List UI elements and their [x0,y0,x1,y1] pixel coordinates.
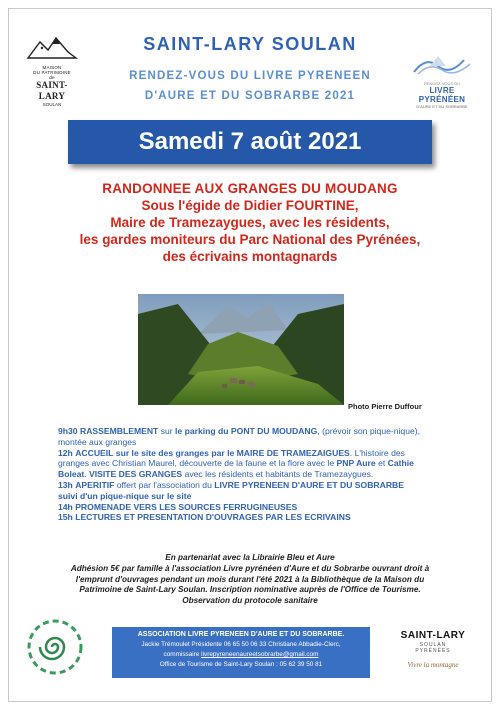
subtitle-line2: D'AURE ET DU SOBRARBE 2021 [144,90,356,102]
program-activity: RASSEMBLEMENT [79,426,159,436]
contact-line: Jackie Trémoulet Présidente 06 65 50 06 33 Christiane Abbadie-Clerc, [141,641,341,648]
program-text: montée aux granges [58,436,137,447]
program-location: le parking du PONT DU MOUDANG [175,426,318,436]
program-time: 9h30 [58,426,78,436]
program-activity: PROMENADE VERS LES SOURCES FERRUGINEUSES [75,501,298,512]
right-logo-line3: D'AURE ET DU SOBRARBE [416,104,468,109]
program-text: . L'histoire des [349,447,405,458]
partnership-line: Adhésion 5€ par famille à l'association Livre pyrénéen d'Aure et du Sobrarbe ouvrant droit à [70,563,430,573]
program-row [58,469,462,480]
program-activity: LECTURES ET PRESENTATION D'OUVRAGES PAR LES ECRIVAINS [75,512,351,523]
partnership-heading: En partenariat avec la Librairie Bleu et Aure [165,553,335,562]
photo-credit: Photo Pierre Duffour [348,402,422,411]
event-line-3: les gardes moniteurs du Parc National des Pyrénées, [79,232,421,247]
program-person: Cathie [387,458,414,469]
date-banner: Samedi 7 août 2021 [68,120,432,164]
program-text: offert par l'association du [116,479,212,490]
partnership-notice [0,553,500,607]
left-logo-line5: SOULAN [42,102,62,107]
program-row [58,480,462,491]
page-title: SAINT-LARY SOULAN [143,34,357,54]
left-logo-line4: SAINT-LARY [36,80,68,101]
program-text: granges avec Christian Maurel, découverte de la faune et la flore avec le [58,458,335,469]
program-time: 14h [58,501,73,512]
left-logo-line1: MAISON [42,65,62,70]
event-line-1: Sous l'égide de Didier FOURTINE, [141,198,359,213]
sanitary-protocol-note: Observation du protocole sanitaire [182,596,318,606]
event-line-4: des écrivains montagnards [162,249,338,264]
right-logo-line2: LIVRE PYRÉNÉEN [418,86,466,104]
program-activity: ACCUEIL [75,447,114,458]
partnership-line: l'emprunt d'ouvrages pendant un mois durant l'été 2021 à la Bibliothèque de la Maison du [75,574,425,584]
saint-lary-soulan-logo [394,618,472,686]
program-row [58,426,462,437]
program-time: 12h [58,447,73,458]
program-org: LIVRE PYRENEEN D'AURE ET DU SOBRARBE [214,479,404,490]
program-row [58,502,462,513]
program-person: Boleat [58,469,85,480]
event-description [0,180,500,265]
footer-logo-line3: PYRÉNÉES [415,648,451,654]
mountain-valley-image [138,294,344,405]
program-text: , (prévoir son pique-nique), [317,426,421,436]
event-title: RANDONNEE AUX GRANGES DU MOUDANG [102,181,398,196]
right-logo-line1: RENDEZ-VOUS DU [423,81,460,86]
program-activity: APERITIF [75,479,115,490]
program-activity: VISITE DES GRANGES [89,469,183,480]
program-text: et [378,458,386,469]
program-row [58,458,462,469]
contact-role: commissaire [163,651,200,658]
program-row [58,491,462,502]
subtitle-line1: RENDEZ-VOUS DU LIVRE PYRENEEN [129,70,371,82]
program-time: 15h [58,512,73,523]
contact-line: Office de Tourisme de Saint-Lary Soulan : 05 62 39 50 81 [159,661,323,668]
program-schedule [58,426,462,523]
footer-logo-line2: SOULAN [419,642,447,648]
partnership-line: Patrimoine de Saint-Lary Soulan. Inscription nominative auprès de l'Office de Tourisme. [79,585,421,595]
program-row [58,512,462,523]
left-logo-line2: DU PATRIMOINE [33,70,71,75]
program-text: . [84,469,87,480]
livre-pyreneen-logo [408,52,476,109]
contact-box [112,627,370,678]
program-location: sur le site des granges par le MAIRE DE TRAMEZAIGUES [115,447,350,458]
left-logo-line3: de [49,75,55,80]
program-text: avec les résidents et habitants de Tramezaygues. [184,469,374,480]
event-line-2: Maire de Tramezaygues, avec les résidents, [110,215,390,230]
contact-line [112,650,370,660]
spiral-logo-icon [26,618,84,676]
contact-title: ASSOCIATION LIVRE PYRENEEN D'AURE ET DU SOBRARBE. [137,631,345,638]
contact-email-link[interactable]: livrepyreneenaureetsobrarbe@gmail.com [201,651,319,658]
program-text: suivi d'un pique-nique sur le site [58,490,192,501]
footer-logo-tagline: Vivre la montagne [407,661,459,669]
program-text: sur [160,426,173,436]
program-org: PNP Aure [336,458,376,469]
program-time: 13h [58,479,73,490]
valley-photo [138,294,344,405]
program-row [58,437,462,448]
program-row [58,448,462,459]
footer-logo-line1: SAINT-LARY [400,630,466,641]
mountain-wave-icon [408,52,476,76]
